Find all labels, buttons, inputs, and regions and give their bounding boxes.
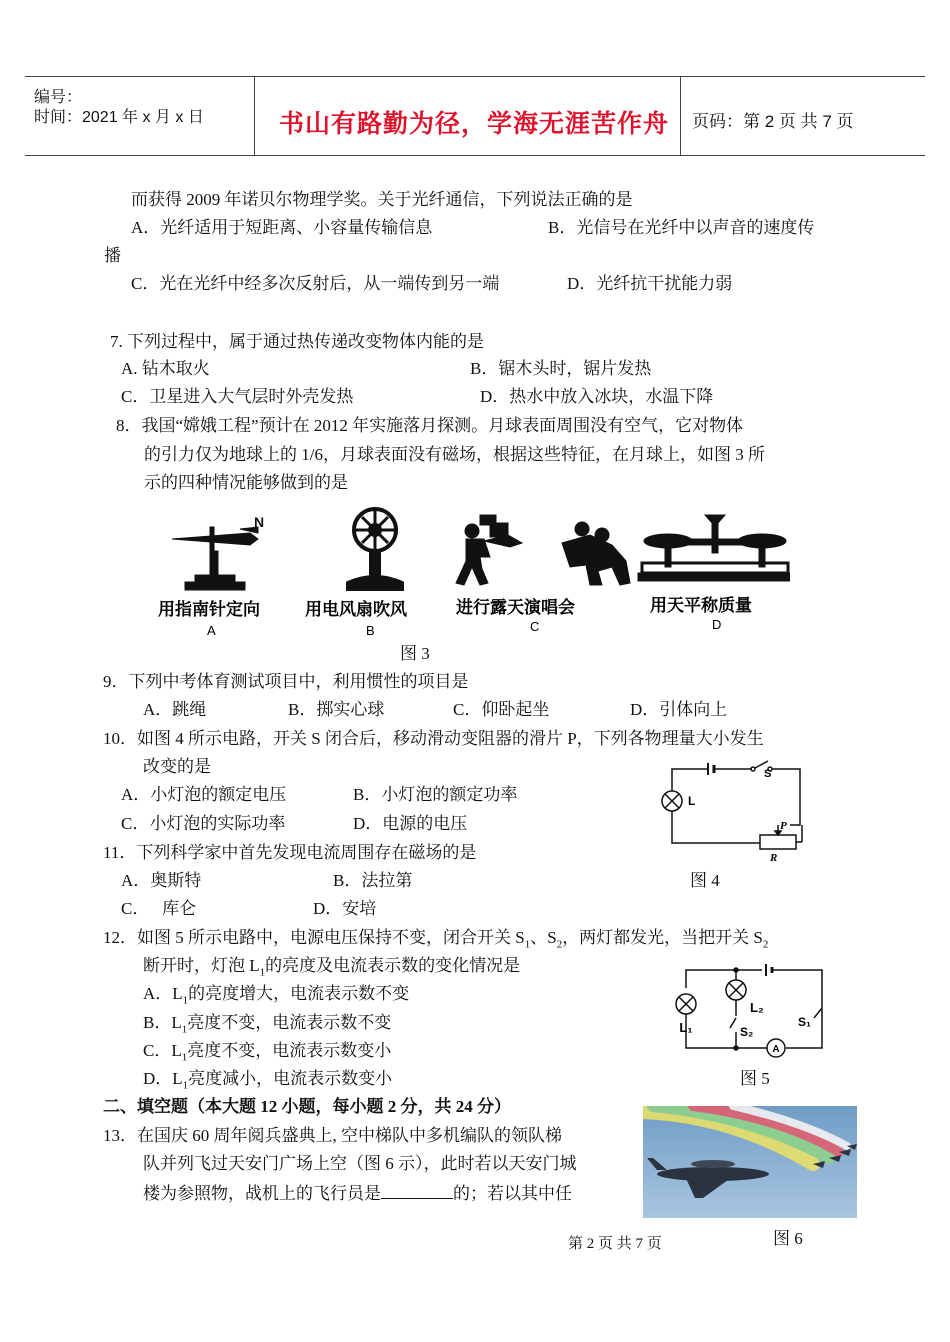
compass-illustration bbox=[172, 514, 264, 590]
q9-option-c: C．仰卧起坐 bbox=[453, 700, 550, 719]
serial-label: 编号： bbox=[34, 89, 83, 106]
q9-option-d: D．引体向上 bbox=[630, 700, 728, 719]
q13-line1: 13．在国庆 60 周年阅兵盛典上, 空中梯队中多机编队的领队梯 bbox=[103, 1126, 562, 1145]
q11-option-d: D．安培 bbox=[313, 899, 377, 918]
fig3-label-a: 用指南针定向 bbox=[158, 600, 260, 619]
q6-option-b: B．光信号在光纤中以声音的速度传 bbox=[548, 218, 815, 237]
figure-5-circuit bbox=[670, 960, 830, 1060]
fig5-ammeter-label: A bbox=[772, 1044, 780, 1055]
fig3-letter-d: D bbox=[712, 617, 722, 632]
fig5-caption: 图 5 bbox=[740, 1069, 770, 1088]
q10-option-b: B．小灯泡的额定功率 bbox=[353, 785, 518, 804]
q11-option-c: C． 库仑 bbox=[121, 899, 197, 918]
fig5-l2-label: L₂ bbox=[750, 1000, 764, 1015]
q12-option-a: A．$L_1$的亮度增大，电流表示数不变 bbox=[143, 984, 410, 1007]
fig5-l1-label: L₁ bbox=[679, 1020, 693, 1035]
q9-option-b: B．掷实心球 bbox=[288, 700, 385, 719]
q10-option-d: D．电源的电压 bbox=[353, 814, 468, 833]
concert-illustration bbox=[456, 515, 522, 585]
figure-4-circuit bbox=[660, 755, 810, 863]
fig3-letter-c: C bbox=[530, 619, 540, 634]
fig3-caption: 图 3 bbox=[400, 644, 430, 663]
header-divider-left bbox=[254, 76, 255, 156]
compass-north-letter: N bbox=[254, 514, 265, 530]
section2-title: 二、填空题（本大题 12 小题，每小题 2 分，共 24 分） bbox=[103, 1097, 511, 1116]
q8-line2: 的引力仅为地球上的 1/6，月球表面没有磁场，根据这些特征，在月球上，如图 3 所 bbox=[144, 445, 765, 464]
header-bottom-rule bbox=[25, 155, 925, 156]
q12-option-c: C．$L_1$亮度不变，电流表示数变小 bbox=[143, 1041, 392, 1064]
q10-line2: 改变的是 bbox=[143, 757, 211, 776]
dancers-illustration bbox=[562, 522, 630, 585]
rheostat-symbol bbox=[760, 835, 796, 849]
q7-option-c: C．卫星进入大气层时外壳发热 bbox=[121, 387, 354, 406]
q7-option-a: A. 钻木取火 bbox=[121, 359, 210, 378]
q6-option-b-wrap: 播 bbox=[104, 246, 121, 265]
fig4-rheostat-label: R bbox=[770, 852, 778, 863]
q9-stem: 9．下列中考体育测试项目中，利用惯性的项目是 bbox=[103, 672, 469, 691]
fig4-lamp-label: L bbox=[688, 794, 696, 808]
q12-line1: 12．如图 5 所示电路中，电源电压保持不变，闭合开关 $S_1$、$S_2$，两灯都发光，当把开关 $S_2$ bbox=[103, 928, 769, 951]
q11-option-b: B．法拉第 bbox=[333, 871, 413, 890]
header-top-rule bbox=[25, 76, 925, 77]
fig3-label-c: 进行露天演唱会 bbox=[456, 598, 575, 617]
header-divider-right bbox=[680, 76, 681, 156]
q9-option-a: A．跳绳 bbox=[143, 700, 207, 719]
footer-page-number: 第 2 页 共 7 页 bbox=[568, 1236, 662, 1252]
q6-option-d: D．光纤抗干扰能力弱 bbox=[567, 274, 733, 293]
q6-stem: 而获得 2009 年诺贝尔物理学奖。关于光纤通信，下列说法正确的是 bbox=[131, 190, 633, 209]
q8-line1: 8．我国“嫦娥工程”预计在 2012 年实施落月探测。月球表面周围没有空气，它对物体 bbox=[116, 416, 744, 435]
figure-6-photo bbox=[643, 1106, 857, 1218]
q6-option-c: C．光在光纤中经多次反射后，从一端传到另一端 bbox=[131, 274, 500, 293]
figure-3 bbox=[150, 505, 790, 640]
q13-line3: 楼为参照物，战机上的飞行员是 的；若以其中任 bbox=[143, 1184, 572, 1203]
q12-line2: 断开时，灯泡 $L_1$的亮度及电流表示数的变化情况是 bbox=[143, 956, 521, 979]
motto: 书山有路勤为径，学海无涯苦作舟 bbox=[279, 110, 670, 138]
fig3-label-b: 用电风扇吹风 bbox=[305, 600, 407, 619]
q7-option-d: D．热水中放入冰块，水温下降 bbox=[480, 387, 714, 406]
fig4-slider-label: P bbox=[780, 820, 787, 832]
q13-line2: 队并列飞过天安门广场上空（图 6 示），此时若以天安门城 bbox=[143, 1154, 577, 1173]
page-label: 页码：第 2 页 共 7 页 bbox=[692, 112, 854, 131]
q12-option-d: D．$L_1$亮度减小，电流表示数变小 bbox=[143, 1069, 393, 1092]
q13-answer-blank bbox=[381, 1182, 453, 1199]
q10-option-a: A．小灯泡的额定电压 bbox=[121, 785, 287, 804]
q11-option-a: A．奥斯特 bbox=[121, 871, 202, 890]
fan-illustration bbox=[348, 509, 402, 589]
fig5-s1-label: S₁ bbox=[798, 1015, 811, 1029]
fig3-letter-a: A bbox=[207, 623, 216, 638]
fig4-caption: 图 4 bbox=[690, 871, 720, 890]
fig6-caption: 图 6 bbox=[773, 1229, 803, 1248]
balance-illustration bbox=[638, 515, 790, 581]
q6-option-a: A．光纤适用于短距离、小容量传输信息 bbox=[131, 218, 433, 237]
q7-option-b: B．锯木头时，锯片发热 bbox=[470, 359, 652, 378]
fig4-switch-label: S bbox=[764, 768, 772, 780]
fig3-letter-b: B bbox=[366, 623, 375, 638]
fig3-label-d: 用天平称质量 bbox=[650, 596, 752, 615]
q8-line3: 示的四种情况能够做到的是 bbox=[144, 473, 348, 492]
q10-option-c: C．小灯泡的实际功率 bbox=[121, 814, 286, 833]
fig5-s2-label: S₂ bbox=[740, 1025, 754, 1039]
q10-line1: 10．如图 4 所示电路，开关 S 闭合后，移动滑动变阻器的滑片 P，下列各物理量大小发生 bbox=[103, 729, 764, 748]
q12-option-b: B．$L_1$亮度不变，电流表示数不变 bbox=[143, 1013, 392, 1036]
q11-stem: 11．下列科学家中首先发现电流周围存在磁场的是 bbox=[103, 843, 477, 862]
time-label: 时间：2021 年 x 月 x 日 bbox=[34, 109, 204, 126]
q7-stem: 7. 下列过程中，属于通过热传递改变物体内能的是 bbox=[110, 332, 484, 351]
